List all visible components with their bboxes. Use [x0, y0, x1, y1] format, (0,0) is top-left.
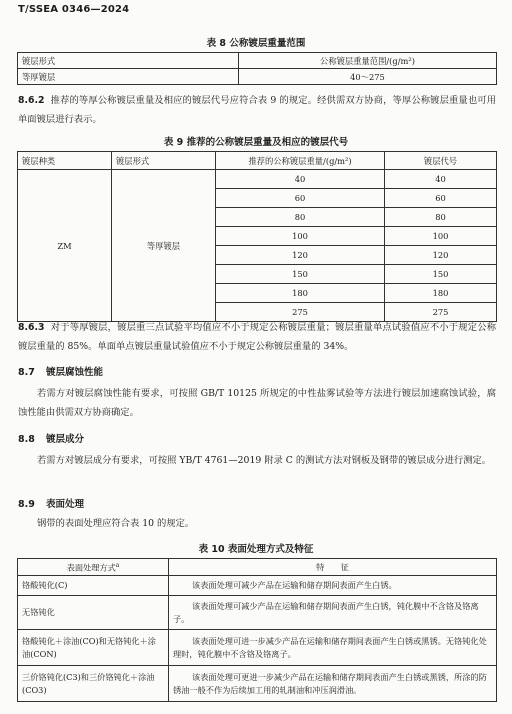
table-row: 40	[216, 170, 385, 189]
table9-caption: 表 9 推荐的公称镀层重量及相应的镀层代号	[163, 137, 349, 148]
clause-number: 8.6.2	[18, 95, 45, 106]
table9-header-form: 镀层形式	[112, 152, 216, 170]
table-row: 275	[385, 303, 497, 322]
table10-header-feature: 特 征	[169, 559, 497, 576]
table-row: 该表面处理可更进一步减少产品在运输和储存期间表面产生白锈或黑锈，所涂的防锈油一般不作为后续加工用的轧制油和冲压润滑油。	[169, 666, 497, 702]
section-8-9-heading	[18, 496, 84, 510]
table8-header-range: 公称镀层重量范围/(g/m²)	[239, 53, 497, 69]
table9-cell-kind: ZM	[18, 170, 112, 322]
table10-header-method	[18, 559, 169, 576]
clause-number: 8.6.3	[18, 322, 45, 333]
table-row: 60	[216, 189, 385, 208]
table9	[17, 151, 497, 322]
clause-8-6-2	[18, 91, 496, 129]
table-row: 该表面处理可减少产品在运输和储存期间表面产生白锈，钝化膜中不含铬及铬离子。	[169, 596, 497, 630]
table-row: 铬酸钝化＋涂油(CO)和无铬钝化＋涂油(CON)	[18, 630, 169, 666]
section-8-7-text: 若需方对镀层腐蚀性能有要求，可按照 GB/T 10125 所规定的中性盐雾试验等方法进行镀层加速腐蚀试验，腐蚀性能由供需双方协商确定。	[18, 388, 496, 418]
table9-cell-form: 等厚镀层	[112, 170, 216, 322]
section-title: 镀层成分	[46, 434, 85, 445]
table-row: 120	[385, 246, 497, 265]
table-row: 60	[385, 189, 497, 208]
table9-header-kind: 镀层种类	[18, 152, 112, 170]
table-row: 无铬钝化	[18, 596, 169, 630]
table-row: 三价铬钝化(C3)和三价铬钝化＋涂油(CO3)	[18, 666, 169, 702]
table-row: 该表面处理可减少产品在运输和储存期间表面产生白锈。	[169, 576, 497, 596]
section-number: 8.9	[18, 499, 35, 510]
table8	[17, 52, 497, 85]
table8-cell-range: 40～275	[239, 69, 497, 85]
table-row: 100	[216, 227, 385, 246]
clause-text: 对于等厚镀层，镀层重三点试验平均值应不小于规定公称镀层重量；镀层重量单点试验值应不小于规定公称镀层重量的 85%。单面单点镀层重量试验值应不小于规定公称镀层重量的 34%。	[18, 322, 496, 352]
table-row: 该表面处理可进一步减少产品在运输和储存期间表面产生白锈或黑锈。无铬钝化处理时，钝化膜中不含铬及铬离子。	[169, 630, 497, 666]
header-text: 表面处理方式	[66, 562, 116, 573]
table-row: 150	[216, 265, 385, 284]
table-row: 150	[385, 265, 497, 284]
table-row: 40	[385, 170, 497, 189]
table10-caption: 表 10 表面处理方式及特征	[198, 544, 314, 555]
section-title: 镀层腐蚀性能	[46, 367, 104, 378]
footnote-marker: a	[115, 561, 120, 569]
clause-text: 推荐的等厚公称镀层重量及相应的镀层代号应符合表 9 的规定。经供需双方协商，等厚公称镀层重量也可用单面镀层进行表示。	[18, 95, 496, 125]
section-8-9-text: 钢带的表面处理应符合表 10 的规定。	[37, 518, 195, 529]
section-title: 表面处理	[46, 499, 85, 510]
table8-header-form: 镀层形式	[18, 53, 239, 69]
section-number: 8.7	[18, 367, 35, 378]
table8-caption: 表 8 公称镀层重量范围	[206, 38, 306, 49]
standard-code: T/SSEA 0346—2024	[18, 4, 130, 15]
table-row: 铬酸钝化(C)	[18, 576, 169, 596]
table-row: 275	[216, 303, 385, 322]
section-8-7-heading	[18, 364, 103, 378]
table10	[17, 558, 497, 702]
table9-header-weight: 推荐的公称镀层重量/(g/m²)	[216, 152, 385, 170]
table-row: 80	[385, 208, 497, 227]
section-number: 8.8	[18, 434, 35, 445]
section-8-8-text: 若需方对镀层成分有要求，可按照 YB/T 4761—2019 附录 C 的测试方法对钢板及钢带的镀层成分进行测定。	[37, 455, 492, 466]
clause-8-6-3	[18, 318, 496, 356]
table-row: 80	[216, 208, 385, 227]
table-row: 120	[216, 246, 385, 265]
table-row: 180	[216, 284, 385, 303]
table9-header-code: 镀层代号	[385, 152, 497, 170]
table-row: 100	[385, 227, 497, 246]
table8-cell-form: 等厚镀层	[18, 69, 239, 85]
table-row: 180	[385, 284, 497, 303]
section-8-8-heading	[18, 431, 84, 445]
